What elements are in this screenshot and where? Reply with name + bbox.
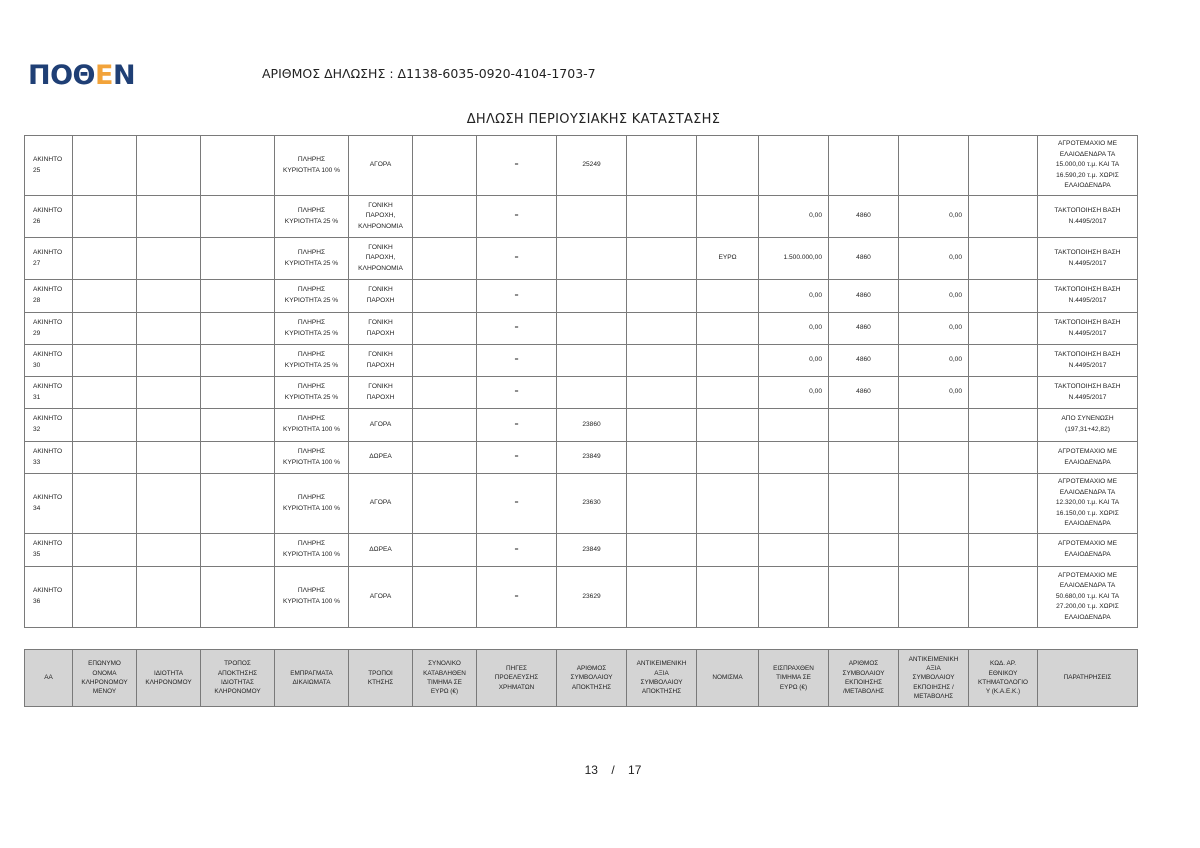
- heir-acquisition-cell: [201, 196, 275, 238]
- column-header: ΠΗΓΕΣ ΠΡΟΕΛΕΥΣΗΣ ΧΡΗΜΑΤΩΝ: [477, 650, 557, 707]
- objective-value-cell: [627, 136, 697, 196]
- disposal-contract-cell: 4860: [829, 377, 899, 409]
- row-label: ΑΚΙΝΗΤΟ 34: [25, 474, 73, 534]
- currency-cell: [697, 567, 759, 628]
- heir-name-cell: [73, 474, 137, 534]
- received-price-cell: [759, 136, 829, 196]
- kaek-cell: [969, 377, 1038, 409]
- acquisition-mode-cell: ΓΟΝΙΚΗ ΠΑΡΟΧΗ, ΚΛΗΡΟΝΟΜΙΑ: [349, 238, 413, 280]
- kaek-cell: [969, 534, 1038, 567]
- heir-capacity-cell: [137, 409, 201, 442]
- heir-capacity-cell: [137, 238, 201, 280]
- total-price-cell: [413, 534, 477, 567]
- notes-cell: ΑΠΟ ΣΥΝΕΝΩΣΗ (197,31+42,82): [1038, 409, 1138, 442]
- sources-cell: =: [477, 345, 557, 377]
- disposal-contract-cell: [829, 567, 899, 628]
- row-label: ΑΚΙΝΗΤΟ 26: [25, 196, 73, 238]
- objective-value-cell: [627, 534, 697, 567]
- heir-name-cell: [73, 442, 137, 474]
- heir-capacity-cell: [137, 313, 201, 345]
- notes-cell: ΤΑΚΤΟΠΟΙΗΣΗ ΒΑΣΗ Ν.4495/2017: [1038, 313, 1138, 345]
- table-row: [25, 409, 1138, 442]
- rights-cell: ΠΛΗΡΗΣ ΚΥΡΙΟΤΗΤΑ 100 %: [275, 534, 349, 567]
- heir-acquisition-cell: [201, 442, 275, 474]
- disposal-value-cell: [899, 534, 969, 567]
- table-row: [25, 534, 1138, 567]
- disposal-contract-cell: 4860: [829, 238, 899, 280]
- total-price-cell: [413, 238, 477, 280]
- disposal-contract-cell: 4860: [829, 345, 899, 377]
- heir-name-cell: [73, 567, 137, 628]
- rights-cell: ΠΛΗΡΗΣ ΚΥΡΙΟΤΗΤΑ 100 %: [275, 136, 349, 196]
- total-price-cell: [413, 313, 477, 345]
- column-header: ΕΙΣΠΡΑΧΘΕΝ ΤΙΜΗΜΑ ΣΕ ΕΥΡΩ (€): [759, 650, 829, 707]
- kaek-cell: [969, 474, 1038, 534]
- row-label: ΑΚΙΝΗΤΟ 30: [25, 345, 73, 377]
- currency-cell: [697, 313, 759, 345]
- sources-cell: =: [477, 474, 557, 534]
- received-price-cell: [759, 474, 829, 534]
- received-price-cell: 0,00: [759, 313, 829, 345]
- table-row: [25, 238, 1138, 280]
- row-label: ΑΚΙΝΗΤΟ 28: [25, 280, 73, 313]
- currency-cell: [697, 534, 759, 567]
- table-row: [25, 313, 1138, 345]
- column-header: ΠΑΡΑΤΗΡΗΣΕΙΣ: [1038, 650, 1138, 707]
- sources-cell: =: [477, 377, 557, 409]
- notes-cell: ΤΑΚΤΟΠΟΙΗΣΗ ΒΑΣΗ Ν.4495/2017: [1038, 377, 1138, 409]
- contract-number-cell: 23860: [557, 409, 627, 442]
- sources-cell: =: [477, 534, 557, 567]
- heir-name-cell: [73, 345, 137, 377]
- column-header: ΑΝΤΙΚΕΙΜΕΝΙΚΗ ΑΞΙΑ ΣΥΜΒΟΛΑΙΟΥ ΑΠΟΚΤΗΣΗΣ: [627, 650, 697, 707]
- heir-acquisition-cell: [201, 313, 275, 345]
- sources-cell: =: [477, 238, 557, 280]
- heir-capacity-cell: [137, 280, 201, 313]
- column-header: ΑΡΙΘΜΟΣ ΣΥΜΒΟΛΑΙΟΥ ΑΠΟΚΤΗΣΗΣ: [557, 650, 627, 707]
- heir-name-cell: [73, 534, 137, 567]
- total-price-cell: [413, 345, 477, 377]
- table-row: [25, 136, 1138, 196]
- contract-number-cell: 23849: [557, 442, 627, 474]
- notes-cell: ΑΓΡΟΤΕΜΑΧΙΟ ΜΕ ΕΛΑΙΟΔΕΝΔΡΑ ΤΑ 50.680,00 τ.μ. ΚΑΙ ΤΑ 27.200,00 τ.μ. ΧΩΡΙΣ ΕΛΑΙΟΔΕΝΔΡΑ: [1038, 567, 1138, 628]
- contract-number-cell: 23849: [557, 534, 627, 567]
- rights-cell: ΠΛΗΡΗΣ ΚΥΡΙΟΤΗΤΑ 100 %: [275, 474, 349, 534]
- objective-value-cell: [627, 345, 697, 377]
- acquisition-mode-cell: ΑΓΟΡΑ: [349, 136, 413, 196]
- notes-cell: ΑΓΡΟΤΕΜΑΧΙΟ ΜΕ ΕΛΑΙΟΔΕΝΔΡΑ: [1038, 534, 1138, 567]
- acquisition-mode-cell: ΓΟΝΙΚΗ ΠΑΡΟΧΗ: [349, 313, 413, 345]
- table-row: [25, 345, 1138, 377]
- disposal-contract-cell: [829, 136, 899, 196]
- disposal-contract-cell: [829, 409, 899, 442]
- column-header: ΝΟΜΙΣΜΑ: [697, 650, 759, 707]
- column-header: ΤΡΟΠΟΙ ΚΤΗΣΗΣ: [349, 650, 413, 707]
- heir-acquisition-cell: [201, 345, 275, 377]
- received-price-cell: 0,00: [759, 377, 829, 409]
- received-price-cell: 1.500.000,00: [759, 238, 829, 280]
- row-label: ΑΚΙΝΗΤΟ 36: [25, 567, 73, 628]
- objective-value-cell: [627, 196, 697, 238]
- column-header-table: [24, 649, 1138, 707]
- contract-number-cell: [557, 280, 627, 313]
- contract-number-cell: [557, 377, 627, 409]
- heir-capacity-cell: [137, 377, 201, 409]
- heir-acquisition-cell: [201, 409, 275, 442]
- potheн-logo: ΠΟΘΕΝ: [28, 60, 136, 91]
- rights-cell: ΠΛΗΡΗΣ ΚΥΡΙΟΤΗΤΑ 100 %: [275, 442, 349, 474]
- table-row: [25, 377, 1138, 409]
- contract-number-cell: [557, 313, 627, 345]
- received-price-cell: 0,00: [759, 196, 829, 238]
- kaek-cell: [969, 280, 1038, 313]
- total-price-cell: [413, 377, 477, 409]
- received-price-cell: [759, 567, 829, 628]
- total-price-cell: [413, 196, 477, 238]
- row-label: ΑΚΙΝΗΤΟ 35: [25, 534, 73, 567]
- table-row: [25, 567, 1138, 628]
- disposal-value-cell: 0,00: [899, 345, 969, 377]
- heir-capacity-cell: [137, 196, 201, 238]
- column-header: ΕΠΩΝΥΜΟ ΟΝΟΜΑ ΚΛΗΡΟΝΟΜΟΥ ΜΕΝΟΥ: [73, 650, 137, 707]
- disposal-value-cell: 0,00: [899, 280, 969, 313]
- rights-cell: ΠΛΗΡΗΣ ΚΥΡΙΟΤΗΤΑ 25 %: [275, 196, 349, 238]
- heir-acquisition-cell: [201, 280, 275, 313]
- contract-number-cell: 23630: [557, 474, 627, 534]
- received-price-cell: 0,00: [759, 345, 829, 377]
- objective-value-cell: [627, 409, 697, 442]
- objective-value-cell: [627, 567, 697, 628]
- current-page: 13: [584, 763, 598, 777]
- acquisition-mode-cell: ΓΟΝΙΚΗ ΠΑΡΟΧΗ: [349, 377, 413, 409]
- acquisition-mode-cell: ΓΟΝΙΚΗ ΠΑΡΟΧΗ, ΚΛΗΡΟΝΟΜΙΑ: [349, 196, 413, 238]
- heir-capacity-cell: [137, 442, 201, 474]
- kaek-cell: [969, 345, 1038, 377]
- acquisition-mode-cell: ΑΓΟΡΑ: [349, 474, 413, 534]
- objective-value-cell: [627, 442, 697, 474]
- column-header: ΑΡΙΘΜΟΣ ΣΥΜΒΟΛΑΙΟΥ ΕΚΠΟΙΗΣΗΣ /ΜΕΤΑΒΟΛΗΣ: [829, 650, 899, 707]
- currency-cell: ΕΥΡΩ: [697, 238, 759, 280]
- received-price-cell: [759, 409, 829, 442]
- objective-value-cell: [627, 238, 697, 280]
- currency-cell: [697, 345, 759, 377]
- column-header: ΣΥΝΟΛΙΚΟ ΚΑΤΑΒΛΗΘΕΝ ΤΙΜΗΜΑ ΣΕ ΕΥΡΩ (€): [413, 650, 477, 707]
- contract-number-cell: 25249: [557, 136, 627, 196]
- objective-value-cell: [627, 313, 697, 345]
- rights-cell: ΠΛΗΡΗΣ ΚΥΡΙΟΤΗΤΑ 25 %: [275, 313, 349, 345]
- notes-cell: ΑΓΡΟΤΕΜΑΧΙΟ ΜΕ ΕΛΑΙΟΔΕΝΔΡΑ ΤΑ 12.320,00 τ.μ. ΚΑΙ ΤΑ 16.150,00 τ.μ. ΧΩΡΙΣ ΕΛΑΙΟΔΕΝΔΡΑ: [1038, 474, 1138, 534]
- total-price-cell: [413, 567, 477, 628]
- notes-cell: ΑΓΡΟΤΕΜΑΧΙΟ ΜΕ ΕΛΑΙΟΔΕΝΔΡΑ ΤΑ 15.000,00 τ.μ. ΚΑΙ ΤΑ 16.590,20 τ.μ. ΧΩΡΙΣ ΕΛΑΙΟΔΕΝΔΡΑ: [1038, 136, 1138, 196]
- heir-acquisition-cell: [201, 474, 275, 534]
- table-row: [25, 280, 1138, 313]
- currency-cell: [697, 442, 759, 474]
- heir-capacity-cell: [137, 567, 201, 628]
- received-price-cell: [759, 442, 829, 474]
- disposal-value-cell: 0,00: [899, 377, 969, 409]
- page-indicator: [0, 763, 1200, 777]
- total-price-cell: [413, 136, 477, 196]
- acquisition-mode-cell: ΔΩΡΕΑ: [349, 534, 413, 567]
- table-row: [25, 442, 1138, 474]
- currency-cell: [697, 409, 759, 442]
- property-table: [24, 135, 1138, 628]
- heir-acquisition-cell: [201, 567, 275, 628]
- total-price-cell: [413, 409, 477, 442]
- disposal-value-cell: 0,00: [899, 238, 969, 280]
- notes-cell: ΑΓΡΟΤΕΜΑΧΙΟ ΜΕ ΕΛΑΙΟΔΕΝΔΡΑ: [1038, 442, 1138, 474]
- kaek-cell: [969, 196, 1038, 238]
- disposal-value-cell: [899, 567, 969, 628]
- sources-cell: =: [477, 280, 557, 313]
- sources-cell: =: [477, 409, 557, 442]
- sources-cell: =: [477, 136, 557, 196]
- heir-capacity-cell: [137, 534, 201, 567]
- objective-value-cell: [627, 474, 697, 534]
- contract-number-cell: [557, 196, 627, 238]
- notes-cell: ΤΑΚΤΟΠΟΙΗΣΗ ΒΑΣΗ Ν.4495/2017: [1038, 280, 1138, 313]
- heir-acquisition-cell: [201, 534, 275, 567]
- contract-number-cell: 23629: [557, 567, 627, 628]
- rights-cell: ΠΛΗΡΗΣ ΚΥΡΙΟΤΗΤΑ 25 %: [275, 377, 349, 409]
- column-header: ΑΑ: [25, 650, 73, 707]
- disposal-value-cell: [899, 442, 969, 474]
- notes-cell: ΤΑΚΤΟΠΟΙΗΣΗ ΒΑΣΗ Ν.4495/2017: [1038, 196, 1138, 238]
- declaration-number: ΑΡΙΘΜΟΣ ΔΗΛΩΣΗΣ : Δ1138-6035-0920-4104-1703-7: [262, 66, 596, 81]
- heir-acquisition-cell: [201, 377, 275, 409]
- received-price-cell: 0,00: [759, 280, 829, 313]
- total-pages: 17: [628, 763, 642, 777]
- heir-name-cell: [73, 196, 137, 238]
- disposal-contract-cell: [829, 442, 899, 474]
- row-label: ΑΚΙΝΗΤΟ 32: [25, 409, 73, 442]
- contract-number-cell: [557, 238, 627, 280]
- disposal-contract-cell: 4860: [829, 196, 899, 238]
- disposal-value-cell: [899, 136, 969, 196]
- rights-cell: ΠΛΗΡΗΣ ΚΥΡΙΟΤΗΤΑ 25 %: [275, 345, 349, 377]
- received-price-cell: [759, 534, 829, 567]
- column-header: ΑΝΤΙΚΕΙΜΕΝΙΚΗ ΑΞΙΑ ΣΥΜΒΟΛΑΙΟΥ ΕΚΠΟΙΗΣΗΣ / ΜΕΤΑΒΟΛΗΣ: [899, 650, 969, 707]
- total-price-cell: [413, 474, 477, 534]
- row-label: ΑΚΙΝΗΤΟ 29: [25, 313, 73, 345]
- disposal-value-cell: 0,00: [899, 196, 969, 238]
- row-label: ΑΚΙΝΗΤΟ 31: [25, 377, 73, 409]
- acquisition-mode-cell: ΑΓΟΡΑ: [349, 567, 413, 628]
- acquisition-mode-cell: ΓΟΝΙΚΗ ΠΑΡΟΧΗ: [349, 345, 413, 377]
- acquisition-mode-cell: ΑΓΟΡΑ: [349, 409, 413, 442]
- notes-cell: ΤΑΚΤΟΠΟΙΗΣΗ ΒΑΣΗ Ν.4495/2017: [1038, 238, 1138, 280]
- heir-acquisition-cell: [201, 238, 275, 280]
- disposal-contract-cell: [829, 474, 899, 534]
- disposal-contract-cell: [829, 534, 899, 567]
- column-header: ΙΔΙΟΤΗΤΑ ΚΛΗΡΟΝΟΜΟΥ: [137, 650, 201, 707]
- heir-capacity-cell: [137, 345, 201, 377]
- disposal-value-cell: 0,00: [899, 313, 969, 345]
- heir-capacity-cell: [137, 474, 201, 534]
- page-separator: /: [611, 763, 615, 777]
- heir-name-cell: [73, 313, 137, 345]
- acquisition-mode-cell: ΔΩΡΕΑ: [349, 442, 413, 474]
- column-header-row: [25, 650, 1138, 707]
- column-header: ΚΩΔ. ΑΡ. ΕΘΝΙΚΟΥ ΚΤΗΜΑΤΟΛΟΓΙΟ Υ (Κ.Α.Ε.Κ.): [969, 650, 1038, 707]
- kaek-cell: [969, 238, 1038, 280]
- sources-cell: =: [477, 313, 557, 345]
- rights-cell: ΠΛΗΡΗΣ ΚΥΡΙΟΤΗΤΑ 100 %: [275, 567, 349, 628]
- heir-name-cell: [73, 409, 137, 442]
- currency-cell: [697, 377, 759, 409]
- sources-cell: =: [477, 196, 557, 238]
- contract-number-cell: [557, 345, 627, 377]
- disposal-contract-cell: 4860: [829, 313, 899, 345]
- table-body: [25, 136, 1138, 628]
- row-label: ΑΚΙΝΗΤΟ 27: [25, 238, 73, 280]
- heir-name-cell: [73, 280, 137, 313]
- row-label: ΑΚΙΝΗΤΟ 33: [25, 442, 73, 474]
- kaek-cell: [969, 313, 1038, 345]
- document-title: ΔΗΛΩΣΗ ΠΕΡΙΟΥΣΙΑΚΗΣ ΚΑΤΑΣΤΑΣΗΣ: [466, 112, 721, 127]
- rights-cell: ΠΛΗΡΗΣ ΚΥΡΙΟΤΗΤΑ 100 %: [275, 409, 349, 442]
- total-price-cell: [413, 280, 477, 313]
- currency-cell: [697, 280, 759, 313]
- heir-name-cell: [73, 238, 137, 280]
- sources-cell: =: [477, 442, 557, 474]
- column-header: ΕΜΠΡΑΓΜΑΤΑ ΔΙΚΑΙΩΜΑΤΑ: [275, 650, 349, 707]
- column-header: ΤΡΟΠΟΣ ΑΠΟΚΤΗΣΗΣ ΙΔΙΟΤΗΤΑΣ ΚΛΗΡΟΝΟΜΟΥ: [201, 650, 275, 707]
- kaek-cell: [969, 442, 1038, 474]
- kaek-cell: [969, 409, 1038, 442]
- rights-cell: ΠΛΗΡΗΣ ΚΥΡΙΟΤΗΤΑ 25 %: [275, 280, 349, 313]
- disposal-value-cell: [899, 474, 969, 534]
- total-price-cell: [413, 442, 477, 474]
- kaek-cell: [969, 136, 1038, 196]
- objective-value-cell: [627, 280, 697, 313]
- table-row: [25, 474, 1138, 534]
- currency-cell: [697, 136, 759, 196]
- disposal-contract-cell: 4860: [829, 280, 899, 313]
- notes-cell: ΤΑΚΤΟΠΟΙΗΣΗ ΒΑΣΗ Ν.4495/2017: [1038, 345, 1138, 377]
- objective-value-cell: [627, 377, 697, 409]
- row-label: ΑΚΙΝΗΤΟ 25: [25, 136, 73, 196]
- heir-name-cell: [73, 377, 137, 409]
- heir-acquisition-cell: [201, 136, 275, 196]
- acquisition-mode-cell: ΓΟΝΙΚΗ ΠΑΡΟΧΗ: [349, 280, 413, 313]
- heir-name-cell: [73, 136, 137, 196]
- table-row: [25, 196, 1138, 238]
- disposal-value-cell: [899, 409, 969, 442]
- currency-cell: [697, 196, 759, 238]
- heir-capacity-cell: [137, 136, 201, 196]
- kaek-cell: [969, 567, 1038, 628]
- rights-cell: ΠΛΗΡΗΣ ΚΥΡΙΟΤΗΤΑ 25 %: [275, 238, 349, 280]
- currency-cell: [697, 474, 759, 534]
- sources-cell: =: [477, 567, 557, 628]
